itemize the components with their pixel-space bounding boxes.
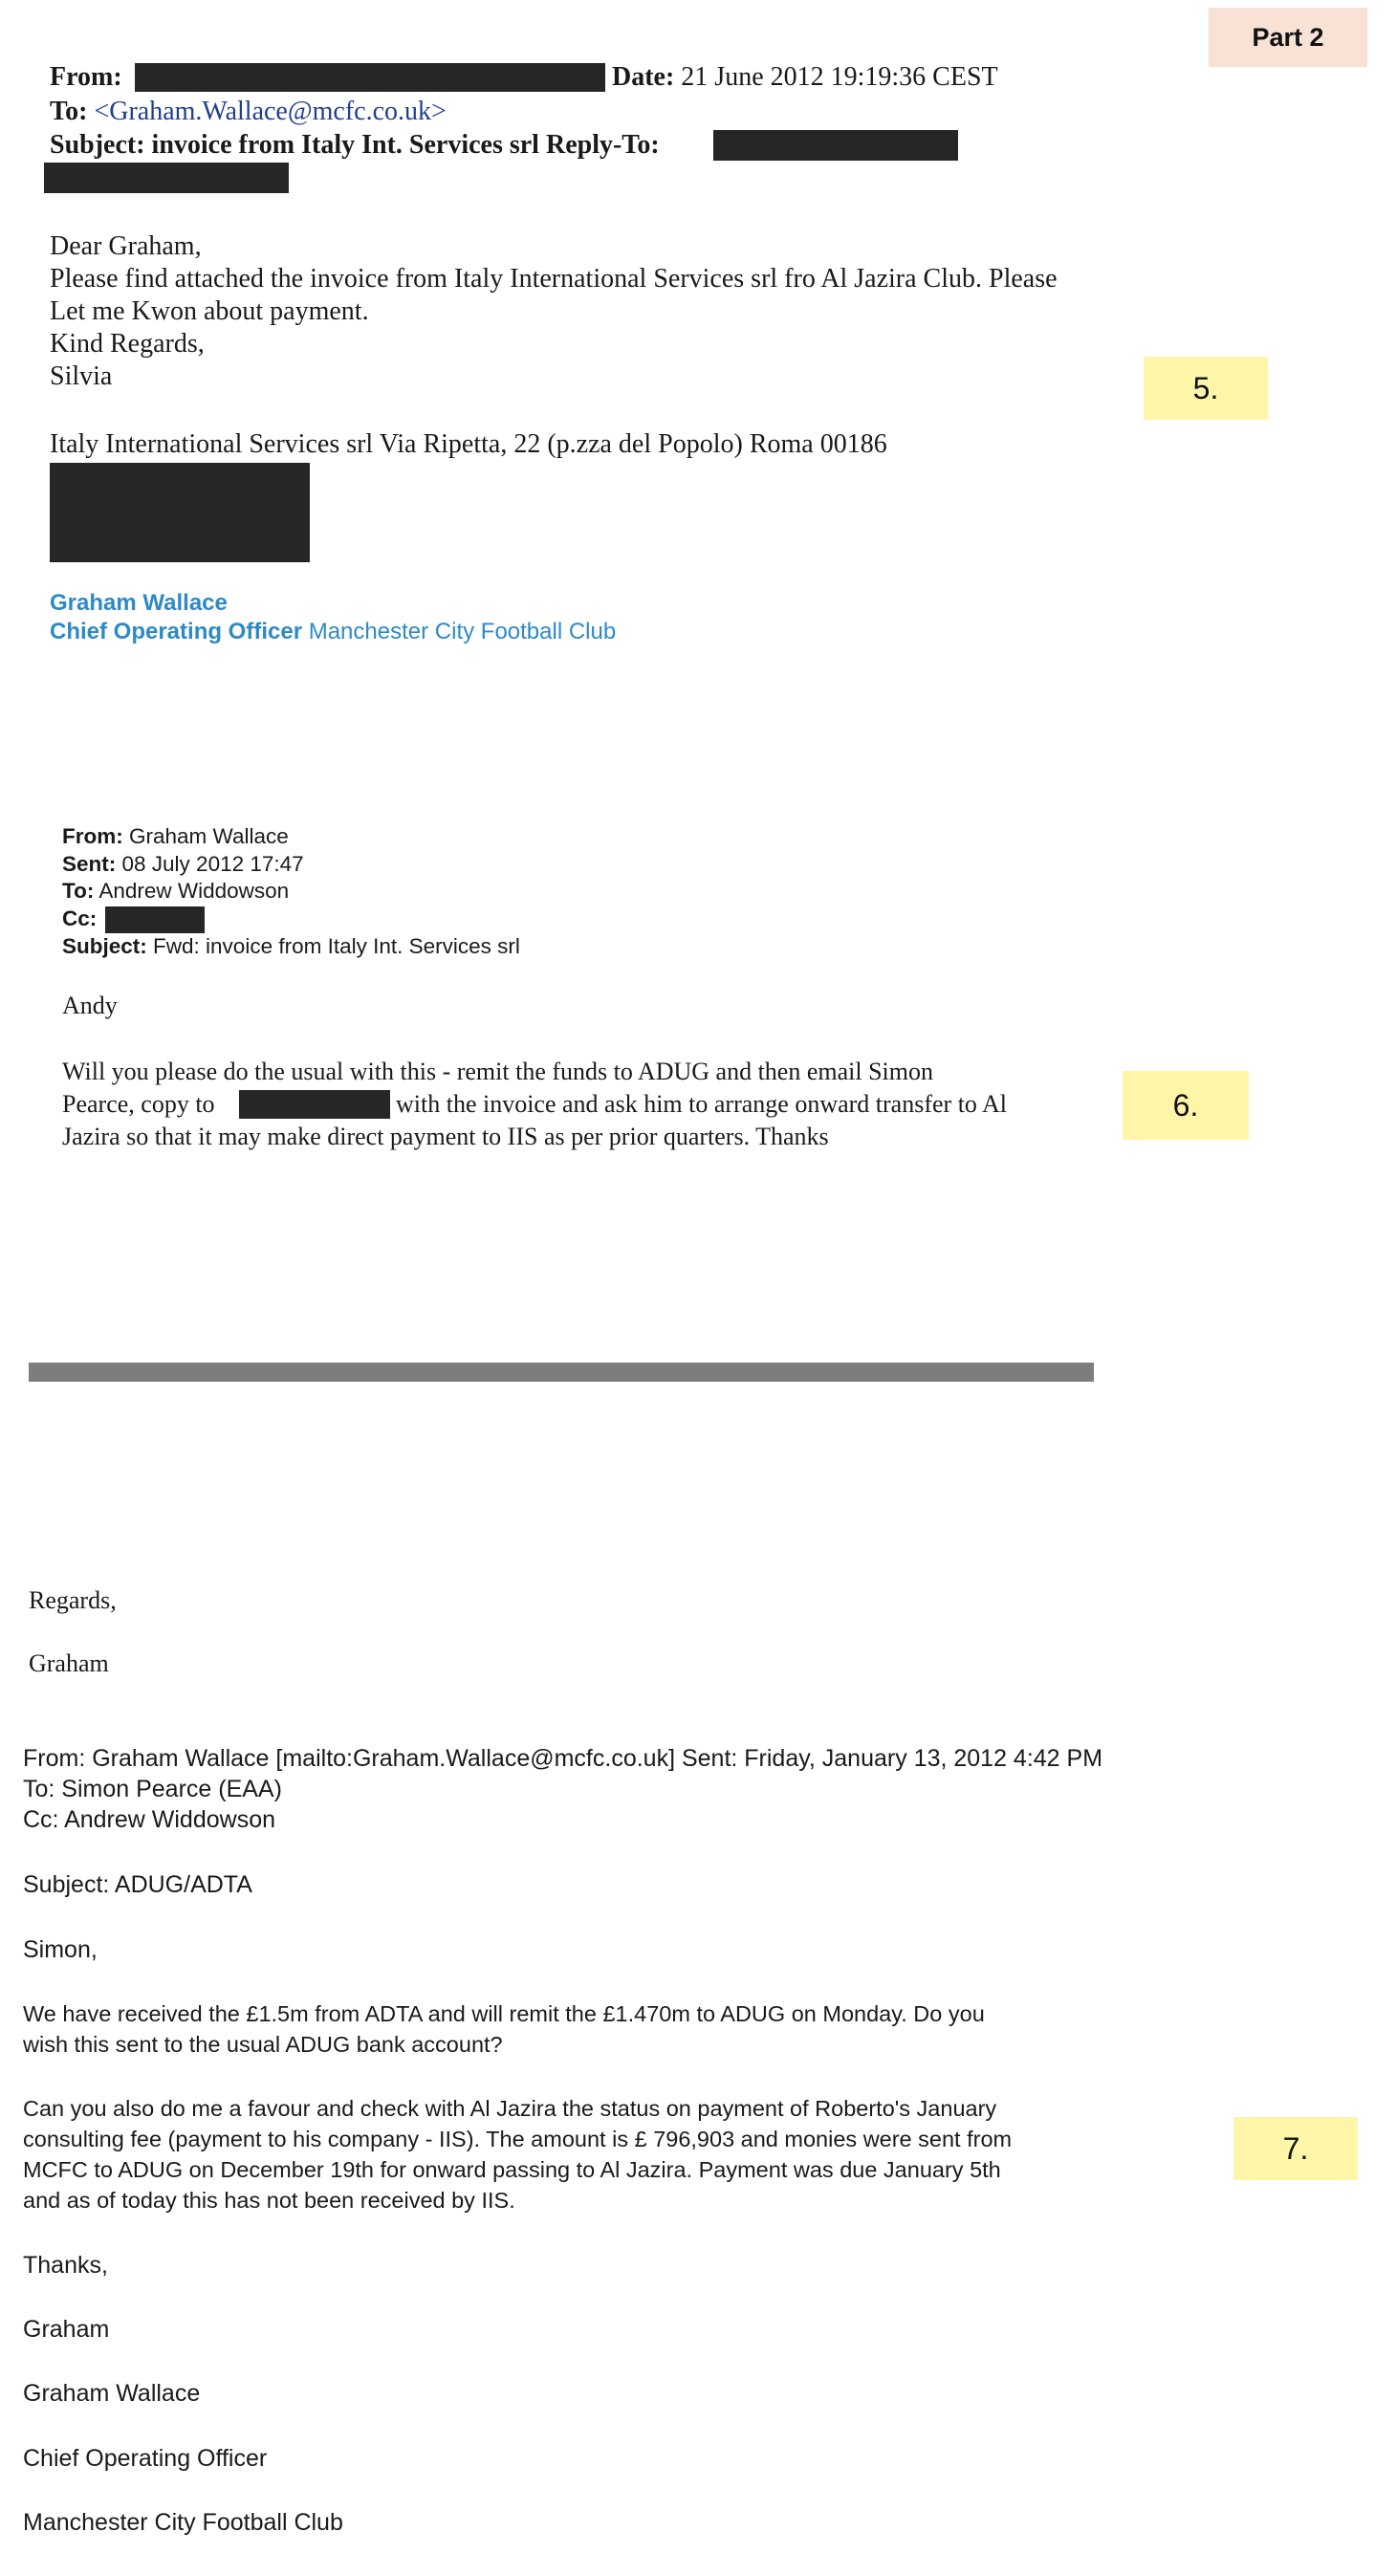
- email3-signature-org: Manchester City Football Club: [23, 2509, 343, 2536]
- email2-sent-row: [62, 851, 304, 879]
- email3-subject: Subject: ADUG/ADTA: [23, 1871, 252, 1898]
- marker-6-text: 6.: [1172, 1087, 1199, 1123]
- marker-6: [1123, 1071, 1249, 1140]
- redaction-reply-to-2: [44, 163, 289, 193]
- marker-7: [1233, 2117, 1358, 2180]
- email2-subject-label: Subject:: [62, 934, 147, 958]
- email1-body-line: Dear Graham,: [50, 231, 202, 261]
- email2-cc-row: [62, 906, 97, 933]
- email1-subject-label: Subject:: [50, 130, 145, 160]
- email1-body-line: Please find attached the invoice from Italy International Services srl fro Al Jazira Club. Please: [50, 264, 1058, 294]
- email3-header-from: From: Graham Wallace [mailto:Graham.Wallace@mcfc.co.uk] Sent: Friday, January 13, 2012 4:42 PM: [23, 1745, 1103, 1772]
- marker-5-text: 5.: [1192, 370, 1219, 405]
- closing-name: Graham: [29, 1649, 109, 1677]
- email1-signature-name-text: Graham Wallace: [50, 590, 228, 616]
- email3-name: Graham: [23, 2316, 110, 2343]
- email3-para1-line2: wish this sent to the usual ADUG bank account?: [23, 2032, 503, 2057]
- email1-signature-title: Chief Operating Officer: [50, 619, 303, 644]
- email1-to-address[interactable]: <Graham.Wallace@mcfc.co.uk>: [94, 97, 447, 126]
- email2-subject-row: [62, 933, 520, 961]
- part-label-text: Part 2: [1252, 22, 1324, 52]
- email3-header-cc: Cc: Andrew Widdowson: [23, 1806, 276, 1833]
- redaction-from: [135, 63, 605, 92]
- email3-signature-name: Graham Wallace: [23, 2380, 201, 2407]
- email3-header-to: To: Simon Pearce (EAA): [23, 1776, 282, 1802]
- email2-from-value: Graham Wallace: [129, 824, 289, 848]
- divider-bar: [29, 1363, 1094, 1382]
- email3-para1-line1: We have received the £1.5m from ADTA and will remit the £1.470m to ADUG on Monday. Do you: [23, 2001, 985, 2026]
- email1-from-label: From:: [50, 62, 122, 92]
- email3-para2-line2: consulting fee (payment to his company - IIS). The amount is £ 796,903 and monies were sent from: [23, 2127, 1013, 2151]
- marker-5: [1144, 357, 1268, 420]
- email2-to-label: To:: [62, 879, 95, 903]
- email2-cc-label: Cc:: [62, 906, 98, 930]
- email1-signature-name: [50, 590, 228, 617]
- email3-thanks: Thanks,: [23, 2252, 108, 2279]
- email1-to-row: [50, 96, 447, 128]
- email2-to-row: [62, 878, 289, 906]
- email1-date-row: [612, 61, 998, 94]
- email1-body-line: Kind Regards,: [50, 329, 205, 359]
- email3-para2-line4: and as of today this has not been received by IIS.: [23, 2188, 515, 2213]
- redaction-cc: [105, 906, 205, 933]
- marker-7-text: 7.: [1282, 2130, 1309, 2166]
- email2-body-line-2b: with the invoice and ask him to arrange onward transfer to Al: [396, 1090, 1007, 1118]
- email1-body-line: Let me Kwon about payment.: [50, 296, 369, 326]
- email3-greeting: Simon,: [23, 1936, 98, 1963]
- email3-signature-title: Chief Operating Officer: [23, 2445, 268, 2472]
- email1-date-label: Date:: [612, 62, 675, 92]
- email2-greeting: Andy: [62, 992, 118, 1019]
- redaction-reply-to-1: [713, 130, 958, 161]
- email2-body-line-1: Will you please do the usual with this - remit the funds to ADUG and then email Simon: [62, 1058, 933, 1085]
- email3-para2-line3: MCFC to ADUG on December 19th for onward passing to Al Jazira. Payment was due January 5th: [23, 2157, 1001, 2182]
- email2-sent-label: Sent:: [62, 852, 117, 876]
- email1-subject-row: [50, 129, 660, 162]
- email3-para2-line1: Can you also do me a favour and check with Al Jazira the status on payment of Roberto's January: [23, 2096, 997, 2121]
- email2-sent-value: 08 July 2012 17:47: [121, 852, 304, 876]
- email1-subject-value: invoice from Italy Int. Services srl: [151, 130, 539, 160]
- email1-date-value: 21 June 2012 19:19:36 CEST: [681, 62, 998, 92]
- email2-body-line-3: Jazira so that it may make direct payment to IIS as per prior quarters. Thanks: [62, 1123, 829, 1150]
- closing-regards: Regards,: [29, 1586, 117, 1614]
- email2-from-label: From:: [62, 824, 123, 848]
- email1-address: Italy International Services srl Via Ripetta, 22 (p.zza del Popolo) Roma 00186: [50, 429, 887, 459]
- email1-signature-title-row: [50, 619, 616, 645]
- email2-body-line-2a: Pearce, copy to: [62, 1090, 215, 1118]
- redaction-copy-to: [239, 1090, 390, 1119]
- redaction-signature-block: [50, 463, 310, 562]
- email1-signature-org: Manchester City Football Club: [308, 619, 617, 644]
- email1-from-row: [50, 61, 122, 94]
- email1-body-line: Silvia: [50, 361, 113, 391]
- email2-from-row: [62, 823, 289, 851]
- email1-to-label: To:: [50, 97, 88, 126]
- email2-to-value: Andrew Widdowson: [98, 879, 290, 903]
- email2-subject-value: Fwd: invoice from Italy Int. Services srl: [153, 934, 520, 958]
- part-label: [1209, 8, 1367, 67]
- email1-reply-to-label: Reply-To:: [545, 130, 660, 160]
